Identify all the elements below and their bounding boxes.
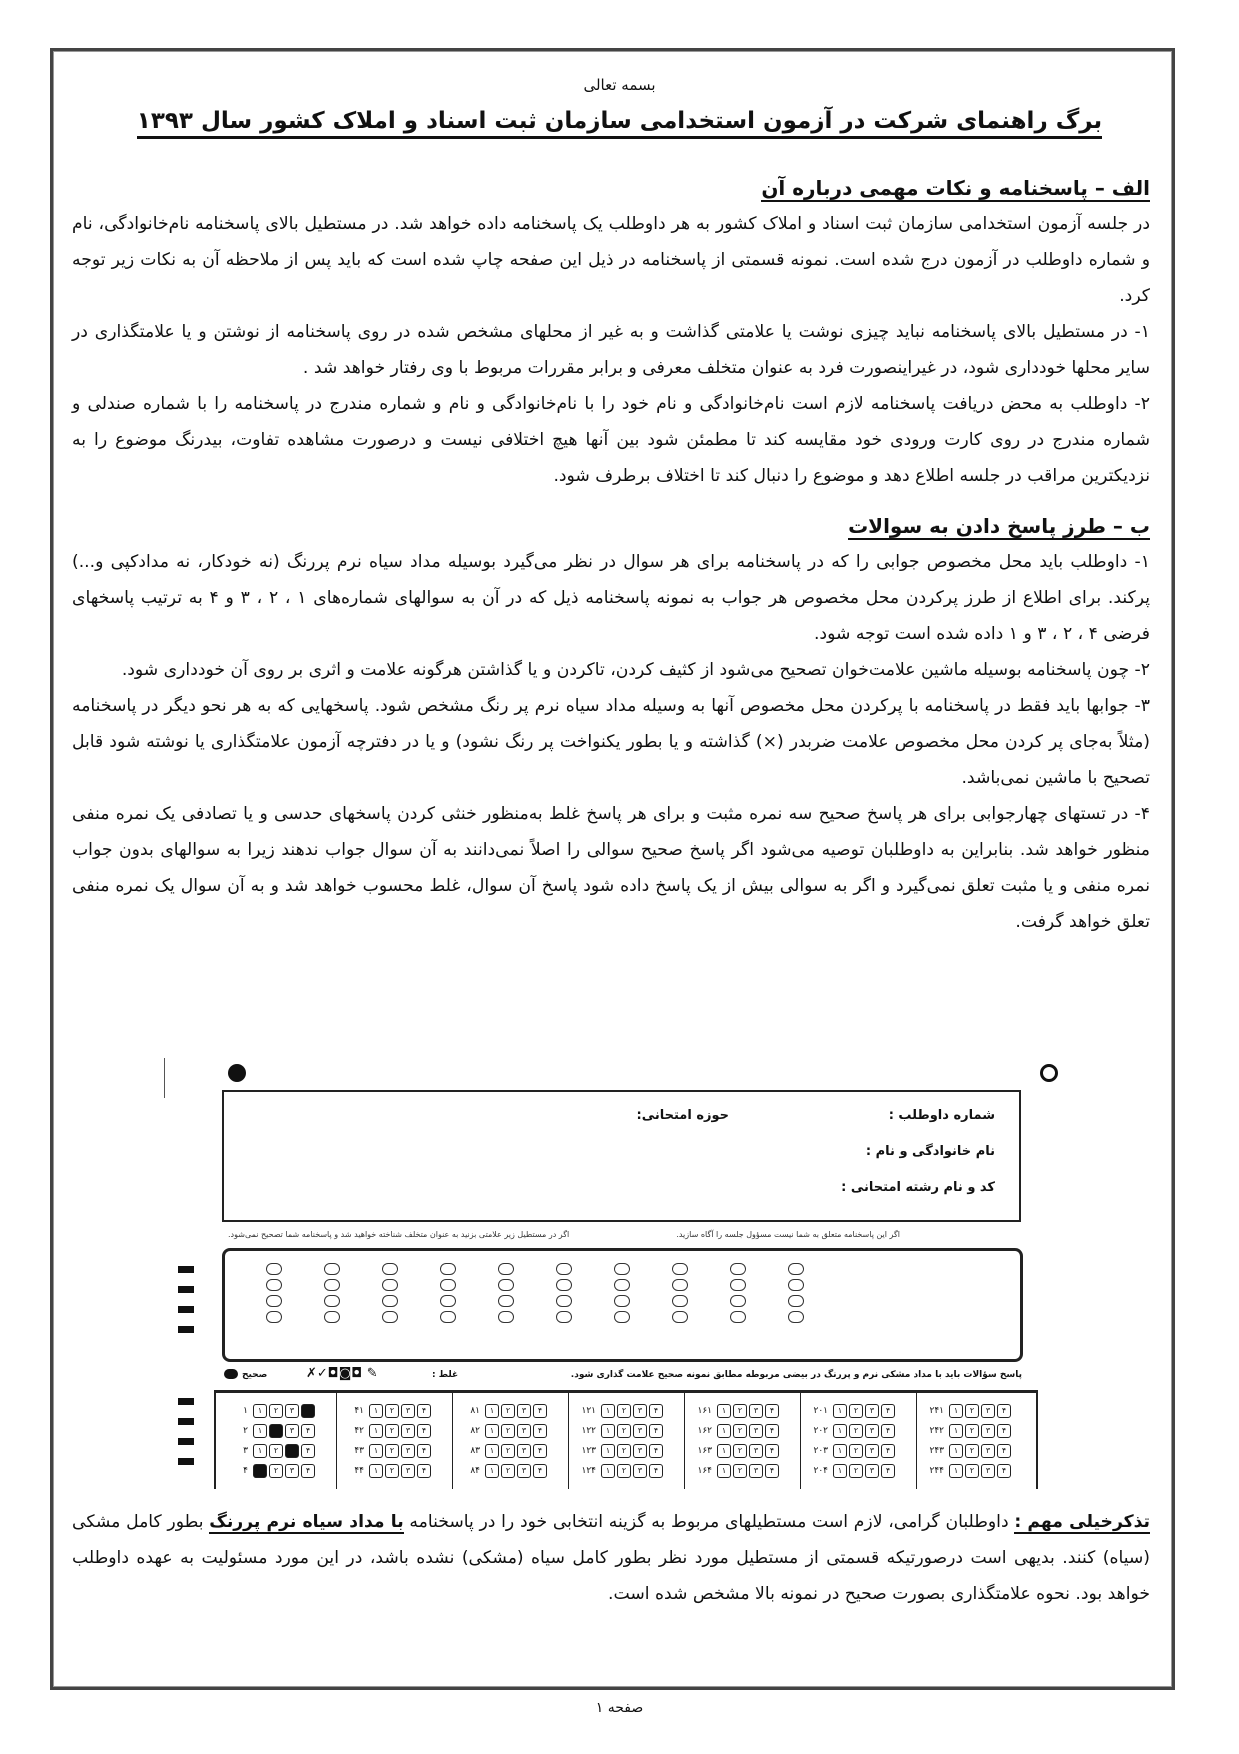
answer-row <box>922 1401 1032 1421</box>
restricted-oval <box>672 1263 688 1275</box>
restricted-oval <box>266 1311 282 1323</box>
answer-bubble: ۱ <box>485 1464 499 1478</box>
section-b-paragraph-3: ۳- جوابها باید فقط در پاسخنامه با پرکردن محل مخصوص آنها به وسیله مداد سیاه نرم پر رنگ مشخص شود. پاسخهایی که به هر نحو دیگر در پاسخنامه (مثلاً به‌جای پر کردن محل مخصوص علامت ضربدر (×) گذاشته و یا بطور یکنواخت پر رنگ نشود) و یا در دفترچه آزمون علامتگذاری یا نوشته شود قابل تصحیح با ماشین نمی‌باشد. <box>72 696 1150 788</box>
sheet-notice-left: اگر در مستطیل زیر علامتی بزنید به عنوان متخلف شناخته خواهید شد و پاسخنامه شما تصحیح نمی‌شود. <box>228 1230 570 1239</box>
answer-bubble: ۴ <box>765 1404 779 1418</box>
question-number: ۴۴ <box>354 1466 364 1476</box>
question-number: ۲۴۴ <box>929 1466 944 1476</box>
question-number: ۱۲۴ <box>581 1466 596 1476</box>
section-a-paragraph-2: ۱- در مستطیل بالای پاسخنامه نباید چیزی نوشت یا علامتی گذاشت و به غیر از محلهای مشخص شده در روی پاسخنامه از نوشتن و یا علامتگذاری در سایر محلها خودداری شود، در غیراینصورت فرد به عنوان متخلف معرفی و برابر مقررات مربوط با وی رفتار خواهد شد . <box>72 322 1150 378</box>
answer-bubble: ۱ <box>601 1464 615 1478</box>
answer-bubble: ۳ <box>285 1464 299 1478</box>
column-separator <box>568 1393 569 1489</box>
timing-mark <box>178 1326 194 1333</box>
question-number: ۸۴ <box>470 1466 480 1476</box>
restricted-oval <box>498 1263 514 1275</box>
answer-bubble: ۱ <box>717 1424 731 1438</box>
answer-bubble: ۲ <box>849 1464 863 1478</box>
answer-bubble: ۱ <box>253 1424 267 1438</box>
section-a-heading <box>72 170 1150 206</box>
answer-bubble: ۳ <box>633 1404 647 1418</box>
answer-row <box>342 1461 452 1481</box>
column-separator <box>452 1393 453 1489</box>
restricted-oval <box>672 1311 688 1323</box>
answer-bubble: ۲ <box>501 1424 515 1438</box>
answer-bubble: ۱ <box>485 1424 499 1438</box>
legend-wrong-label: غلط : <box>432 1370 459 1380</box>
answer-bubble: ۳ <box>401 1424 415 1438</box>
answer-sheet-sample <box>150 1058 1080 1488</box>
answer-row <box>690 1401 800 1421</box>
answer-bubble: ۳ <box>981 1404 995 1418</box>
answer-bubble: ۴ <box>301 1424 315 1438</box>
answer-bubble: ۳ <box>865 1444 879 1458</box>
answer-bubble: ۳ <box>633 1444 647 1458</box>
answer-bubble: ۴ <box>881 1464 895 1478</box>
registration-mark-filled <box>228 1064 246 1082</box>
legend-correct-label: صحیح <box>242 1370 268 1380</box>
restricted-bubble-box <box>222 1248 1023 1362</box>
answer-bubble: ۲ <box>733 1444 747 1458</box>
answer-bubble: ۲ <box>733 1464 747 1478</box>
section-a-paragraph-1: در جلسه آزمون استخدامی سازمان ثبت اسناد و املاک کشور به هر داوطلب یک پاسخنامه داده خواهد شد. در مستطیل بالای پاسخنامه نام‌خانوادگی، نام و شماره داوطلب در آزمون درج شده است. نمونه قسمتی از پاسخنامه در ذیل این صفحه چاپ شده است که باید پس از ملاحظه آن به نکات زیر توجه کرد. <box>72 214 1150 306</box>
answer-bubble-filled <box>301 1404 315 1418</box>
restricted-oval <box>556 1295 572 1307</box>
restricted-oval <box>324 1295 340 1307</box>
answer-row <box>574 1461 684 1481</box>
answer-row <box>574 1401 684 1421</box>
answer-bubble: ۲ <box>385 1444 399 1458</box>
restricted-oval <box>440 1279 456 1291</box>
restricted-oval <box>614 1295 630 1307</box>
answer-bubble: ۲ <box>617 1424 631 1438</box>
restricted-oval <box>382 1311 398 1323</box>
answer-bubble: ۴ <box>417 1424 431 1438</box>
answer-bubble: ۳ <box>285 1424 299 1438</box>
answer-bubble: ۱ <box>949 1424 963 1438</box>
restricted-oval <box>788 1311 804 1323</box>
answer-bubble: ۲ <box>269 1464 283 1478</box>
answer-bubble: ۴ <box>881 1444 895 1458</box>
answer-bubble: ۲ <box>733 1404 747 1418</box>
restricted-oval <box>556 1311 572 1323</box>
restricted-oval <box>730 1263 746 1275</box>
answer-bubble: ۱ <box>485 1404 499 1418</box>
answer-bubble: ۱ <box>369 1464 383 1478</box>
restricted-bubble-grid <box>245 1263 825 1323</box>
answer-bubble: ۲ <box>385 1404 399 1418</box>
answer-grid <box>214 1390 1038 1489</box>
restricted-oval <box>672 1279 688 1291</box>
answer-bubble: ۴ <box>649 1444 663 1458</box>
answer-column <box>458 1401 568 1481</box>
answer-bubble: ۱ <box>949 1444 963 1458</box>
question-number: ۱۶۲ <box>697 1426 712 1436</box>
answer-bubble: ۳ <box>749 1464 763 1478</box>
page-number: صفحه ۱ <box>595 1700 644 1716</box>
section-a-paragraph-3: ۲- داوطلب به محض دریافت پاسخنامه لازم است نام‌خانوادگی و نام خود را با نام‌خانوادگی و نام و شماره مندرج در پاسخنامه را با شماره صندلی و شماره مندرج در روی کارت ورودی خود مقایسه کند تا مطمئن شود بین آنها هیچ اختلافی نیست و درصورت مشاهده تفاوت، بیدرنگ موضوع را به نزدیکترین مراقب در جلسه اطلاع دهد و موضوع را دنبال کند تا اختلاف برطرف شود. <box>72 394 1150 486</box>
restricted-oval <box>266 1263 282 1275</box>
restricted-oval <box>672 1295 688 1307</box>
timing-mark <box>178 1418 194 1425</box>
answer-bubble: ۱ <box>833 1444 847 1458</box>
answer-bubble: ۴ <box>301 1444 315 1458</box>
question-number: ۳ <box>243 1446 248 1456</box>
question-number: ۲۰۱ <box>813 1406 828 1416</box>
sheet-edge-line <box>164 1058 165 1098</box>
restricted-oval <box>614 1279 630 1291</box>
marking-legend <box>222 1366 1022 1388</box>
answer-row <box>458 1461 568 1481</box>
question-number: ۱۶۴ <box>697 1466 712 1476</box>
question-number: ۴۲ <box>354 1426 364 1436</box>
timing-mark <box>178 1286 194 1293</box>
restricted-oval <box>324 1263 340 1275</box>
restricted-oval <box>266 1279 282 1291</box>
answer-bubble: ۳ <box>285 1404 299 1418</box>
question-number: ۸۳ <box>470 1446 480 1456</box>
column-separator <box>916 1393 917 1489</box>
section-b <box>72 508 1150 940</box>
answer-bubble: ۲ <box>965 1424 979 1438</box>
answer-column <box>806 1401 916 1481</box>
answer-bubble: ۱ <box>369 1404 383 1418</box>
answer-bubble: ۳ <box>865 1464 879 1478</box>
question-number: ۱۲۱ <box>581 1406 596 1416</box>
section-b-paragraph-1: ۱- داوطلب باید محل مخصوص جوابی را که در پاسخنامه برای هر سوال در نظر می‌گیرد بوسیله مداد سیاه نرم پررنگ (نه خودکار، نه مدادکپی و...) پرکند. برای اطلاع از طرز پرکردن محل مخصوص هر جواب به نمونه پاسخنامه ذیل که در آن به سوالهای شماره‌های ۱ ، ۲ ، ۳ و ۴ به ترتیب پاسخهای فرضی ۴ ، ۲ ، ۳ و ۱ داده شده است توجه شود. <box>72 552 1150 644</box>
answer-bubble: ۳ <box>749 1424 763 1438</box>
restricted-oval <box>498 1311 514 1323</box>
answer-bubble: ۴ <box>301 1464 315 1478</box>
answer-row <box>226 1401 336 1421</box>
answer-row <box>458 1441 568 1461</box>
timing-mark <box>178 1438 194 1445</box>
restricted-oval <box>556 1279 572 1291</box>
restricted-oval <box>788 1279 804 1291</box>
section-a-heading-text: الف – پاسخنامه و نکات مهمی درباره آن <box>761 176 1150 200</box>
answer-row <box>226 1421 336 1441</box>
answer-bubble: ۲ <box>849 1404 863 1418</box>
answer-bubble: ۳ <box>401 1444 415 1458</box>
restricted-oval <box>382 1279 398 1291</box>
answer-bubble: ۱ <box>601 1424 615 1438</box>
answer-bubble: ۴ <box>765 1424 779 1438</box>
answer-bubble: ۲ <box>849 1444 863 1458</box>
answer-bubble: ۳ <box>749 1404 763 1418</box>
answer-bubble: ۴ <box>881 1424 895 1438</box>
question-number: ۲۰۳ <box>813 1446 828 1456</box>
answer-bubble: ۱ <box>369 1424 383 1438</box>
answer-bubble: ۱ <box>369 1444 383 1458</box>
answer-row <box>806 1421 916 1441</box>
answer-bubble: ۱ <box>717 1444 731 1458</box>
restricted-oval <box>730 1295 746 1307</box>
answer-bubble: ۱ <box>833 1404 847 1418</box>
answer-row <box>458 1401 568 1421</box>
restricted-oval <box>498 1279 514 1291</box>
question-number: ۱۶۳ <box>697 1446 712 1456</box>
restricted-oval <box>440 1311 456 1323</box>
answer-bubble: ۴ <box>765 1464 779 1478</box>
section-b-heading-text: ب – طرز پاسخ دادن به سوالات <box>848 514 1150 538</box>
restricted-oval <box>324 1311 340 1323</box>
family-name-label: نام خانوادگی و نام : <box>865 1144 995 1159</box>
answer-bubble: ۲ <box>965 1404 979 1418</box>
answer-bubble: ۴ <box>533 1444 547 1458</box>
answer-row <box>806 1441 916 1461</box>
answer-bubble: ۴ <box>417 1444 431 1458</box>
answer-bubble: ۱ <box>833 1464 847 1478</box>
candidate-number-label: شماره داوطلب : <box>888 1108 995 1123</box>
timing-mark <box>178 1398 194 1405</box>
answer-column <box>690 1401 800 1481</box>
answer-row <box>690 1441 800 1461</box>
timing-mark <box>178 1266 194 1273</box>
question-number: ۸۲ <box>470 1426 480 1436</box>
question-number: ۲۰۲ <box>813 1426 828 1436</box>
timing-mark <box>178 1458 194 1465</box>
question-number: ۱۲۲ <box>581 1426 596 1436</box>
answer-bubble: ۱ <box>717 1404 731 1418</box>
question-number: ۴۳ <box>354 1446 364 1456</box>
restricted-oval <box>382 1263 398 1275</box>
section-a <box>72 170 1150 494</box>
answer-column <box>922 1401 1032 1481</box>
restricted-oval <box>382 1295 398 1307</box>
answer-bubble: ۴ <box>997 1424 1011 1438</box>
answer-bubble: ۱ <box>601 1404 615 1418</box>
answer-bubble: ۳ <box>517 1404 531 1418</box>
answer-bubble: ۱ <box>949 1404 963 1418</box>
restricted-oval <box>324 1279 340 1291</box>
answer-bubble: ۳ <box>401 1464 415 1478</box>
reminder-emphasis: با مداد سیاه نرم پررنگ <box>209 1512 404 1532</box>
answer-row <box>574 1441 684 1461</box>
question-number: ۲۴۱ <box>929 1406 944 1416</box>
restricted-oval <box>730 1279 746 1291</box>
answer-row <box>226 1461 336 1481</box>
correct-mark-icon <box>224 1369 238 1379</box>
answer-bubble: ۳ <box>517 1424 531 1438</box>
question-number: ۴ <box>243 1466 248 1476</box>
question-number: ۲ <box>243 1426 248 1436</box>
answer-bubble: ۲ <box>733 1424 747 1438</box>
answer-bubble: ۴ <box>533 1404 547 1418</box>
answer-column <box>226 1401 336 1481</box>
reminder-label: تذکرخیلی مهم : <box>1014 1512 1151 1532</box>
answer-bubble: ۲ <box>617 1404 631 1418</box>
answer-row <box>342 1441 452 1461</box>
answer-bubble: ۱ <box>601 1444 615 1458</box>
answer-bubble: ۳ <box>981 1444 995 1458</box>
column-separator <box>684 1393 685 1489</box>
answer-bubble: ۳ <box>981 1424 995 1438</box>
answer-row <box>806 1461 916 1481</box>
answer-bubble: ۳ <box>865 1404 879 1418</box>
question-number: ۲۴۳ <box>929 1446 944 1456</box>
answer-bubble: ۴ <box>533 1464 547 1478</box>
answer-bubble: ۳ <box>865 1424 879 1438</box>
reminder-text-before: داوطلبان گرامی، لازم است مستطیلهای مربوط به گزینه انتخابی خود را در پاسخنامه <box>403 1512 1015 1532</box>
answer-bubble: ۳ <box>517 1444 531 1458</box>
page-title <box>0 108 1239 134</box>
candidate-info-box <box>222 1090 1021 1222</box>
answer-bubble: ۱ <box>485 1444 499 1458</box>
answer-row <box>806 1401 916 1421</box>
restricted-oval <box>440 1263 456 1275</box>
answer-row <box>922 1441 1032 1461</box>
restricted-oval <box>730 1311 746 1323</box>
answer-bubble: ۳ <box>981 1464 995 1478</box>
timing-mark <box>178 1306 194 1313</box>
wrong-marks-icon: ✎ ◘◙◘✓✗ <box>306 1366 378 1381</box>
answer-row <box>342 1421 452 1441</box>
answer-bubble: ۱ <box>949 1464 963 1478</box>
answer-row <box>226 1441 336 1461</box>
answer-bubble: ۳ <box>749 1444 763 1458</box>
answer-bubble: ۴ <box>417 1464 431 1478</box>
answer-bubble: ۱ <box>717 1464 731 1478</box>
restricted-oval <box>788 1263 804 1275</box>
answer-bubble: ۴ <box>649 1424 663 1438</box>
answer-bubble: ۴ <box>997 1464 1011 1478</box>
question-number: ۲۰۴ <box>813 1466 828 1476</box>
restricted-oval <box>498 1295 514 1307</box>
restricted-oval <box>266 1295 282 1307</box>
reminder-text-after: بطور کامل مشکی (سیاه) کنند. بدیهی است درصورتیکه قسمتی از مستطیل مورد نظر بطور کامل سیاه (مشکی) نشده باشد، در این مورد مسئولیت به عهده داوطلب خواهد بود. نحوه علامتگذاری بصورت صحیح در نمونه بالا مشخص شده است. <box>72 1512 1150 1604</box>
answer-bubble: ۲ <box>385 1424 399 1438</box>
answer-bubble: ۲ <box>269 1444 283 1458</box>
answer-row <box>690 1461 800 1481</box>
answer-bubble: ۲ <box>965 1464 979 1478</box>
section-b-paragraph-2: ۲- چون پاسخنامه بوسیله ماشین علامت‌خوان تصحیح می‌شود از کثیف کردن، تاکردن و یا گذاشتن هرگونه علامت و اثری بر روی آن خودداری شود. <box>121 660 1150 680</box>
answer-column <box>574 1401 684 1481</box>
answer-bubble: ۱ <box>253 1404 267 1418</box>
answer-bubble: ۲ <box>385 1464 399 1478</box>
answer-bubble: ۴ <box>533 1424 547 1438</box>
answer-bubble: ۳ <box>517 1464 531 1478</box>
answer-bubble-filled <box>253 1464 267 1478</box>
question-number: ۱ <box>243 1406 248 1416</box>
section-b-paragraph-4: ۴- در تستهای چهارجوابی برای هر پاسخ صحیح سه نمره مثبت و برای هر پاسخ غلط به‌منظور خنثی کردن پاسخهای حدسی و یا تصادفی یک نمره منفی منظور خواهد شد. بنابراین به داوطلبان توصیه می‌شود اگر پاسخ صحیح سوالی را اصلاً نمی‌دانند به آن سوال جواب ندهند زیرا به سوالهای بدون جواب نمره منفی و یا مثبت تعلق نمی‌گیرد و اگر به سوالی بیش از یک پاسخ داده شود پاسخ آن سوال، غلط محسوب خواهد شد و به آن سوال یک نمره منفی تعلق خواهد گرفت. <box>72 804 1150 932</box>
legend-instruction: پاسخ سؤالات باید با مداد مشکی نرم و پررنگ در بیضی مربوطه مطابق نمونه صحیح علامت گذاری شود. <box>570 1370 1022 1380</box>
answer-row <box>342 1401 452 1421</box>
answer-bubble: ۴ <box>997 1444 1011 1458</box>
restricted-oval <box>614 1311 630 1323</box>
answer-bubble: ۲ <box>269 1404 283 1418</box>
answer-row <box>922 1421 1032 1441</box>
question-number: ۱۲۳ <box>581 1446 596 1456</box>
answer-bubble: ۱ <box>253 1444 267 1458</box>
registration-mark-hollow <box>1040 1064 1058 1082</box>
reminder-paragraph <box>72 1504 1150 1612</box>
answer-bubble: ۲ <box>849 1424 863 1438</box>
answer-bubble: ۱ <box>833 1424 847 1438</box>
field-code-label: کد و نام رشته امتحانی : <box>841 1180 995 1195</box>
question-number: ۱۶۱ <box>697 1406 712 1416</box>
section-b-heading <box>72 508 1150 544</box>
exam-zone-label: حوزه امتحانی: <box>636 1108 729 1123</box>
question-number: ۴۱ <box>354 1406 364 1416</box>
answer-bubble: ۴ <box>417 1404 431 1418</box>
answer-bubble-filled <box>285 1444 299 1458</box>
answer-bubble: ۳ <box>633 1424 647 1438</box>
answer-row <box>690 1421 800 1441</box>
sheet-notice-right: اگر این پاسخنامه متعلق به شما نیست مسؤول جلسه را آگاه سازید. <box>676 1230 900 1239</box>
answer-bubble: ۲ <box>617 1464 631 1478</box>
column-separator <box>336 1393 337 1489</box>
answer-row <box>458 1421 568 1441</box>
answer-bubble: ۴ <box>765 1444 779 1458</box>
answer-bubble: ۴ <box>881 1404 895 1418</box>
answer-bubble: ۲ <box>501 1464 515 1478</box>
answer-bubble: ۲ <box>501 1444 515 1458</box>
important-reminder <box>72 1504 1150 1612</box>
answer-bubble-filled <box>269 1424 283 1438</box>
bismillah: بسمه تعالی <box>583 76 656 94</box>
page-title-text: برگ راهنمای شرکت در آزمون استخدامی سازمان ثبت اسناد و املاک کشور سال ۱۳۹۳ <box>137 108 1102 139</box>
restricted-oval <box>788 1295 804 1307</box>
answer-bubble: ۲ <box>501 1404 515 1418</box>
question-number: ۲۴۲ <box>929 1426 944 1436</box>
answer-bubble: ۲ <box>617 1444 631 1458</box>
answer-bubble: ۲ <box>965 1444 979 1458</box>
answer-row <box>922 1461 1032 1481</box>
answer-bubble: ۴ <box>649 1464 663 1478</box>
answer-bubble: ۴ <box>649 1404 663 1418</box>
column-separator <box>800 1393 801 1489</box>
answer-bubble: ۴ <box>997 1404 1011 1418</box>
question-number: ۸۱ <box>470 1406 480 1416</box>
answer-bubble: ۳ <box>633 1464 647 1478</box>
answer-column <box>342 1401 452 1481</box>
restricted-oval <box>440 1295 456 1307</box>
restricted-oval <box>556 1263 572 1275</box>
restricted-oval <box>614 1263 630 1275</box>
answer-row <box>574 1421 684 1441</box>
answer-bubble: ۳ <box>401 1404 415 1418</box>
